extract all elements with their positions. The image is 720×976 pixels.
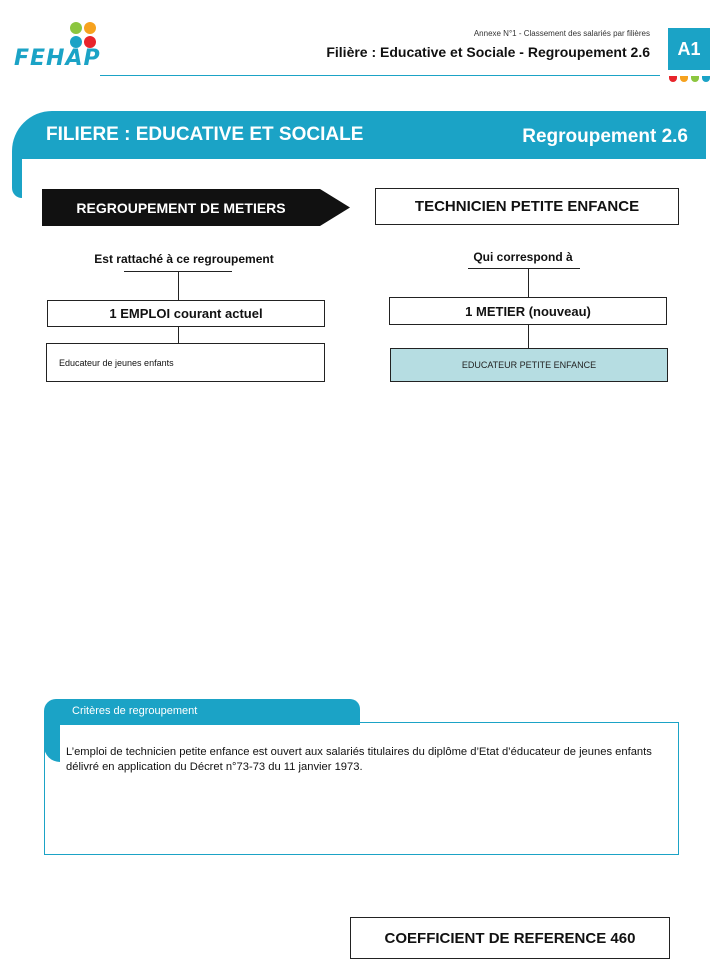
- metier-box: 1 METIER (nouveau): [389, 297, 667, 325]
- correspond-underline: [468, 268, 580, 269]
- annex-label: Annexe N°1 - Classement des salariés par filières: [473, 29, 650, 38]
- connector-line: [178, 272, 179, 300]
- regroupement-heading: REGROUPEMENT DE METIERS: [76, 199, 286, 216]
- green-dot: [691, 76, 699, 82]
- banner-tail: [12, 158, 22, 198]
- header-divider: [100, 75, 660, 76]
- correspond-label: Qui correspond à: [473, 250, 573, 264]
- orange-dot: [680, 76, 688, 82]
- section-badge: A1: [668, 28, 710, 70]
- blue-dot: [702, 76, 710, 82]
- connector-line: [178, 327, 179, 343]
- emploi-box: 1 EMPLOI courant actuel: [47, 300, 325, 327]
- criteria-box: [44, 722, 679, 855]
- logo-wordmark: FEHAP: [14, 46, 101, 71]
- rattache-label: Est rattaché à ce regroupement: [94, 252, 274, 266]
- color-dots: [669, 76, 710, 82]
- criteria-label: Critères de regroupement: [72, 705, 198, 717]
- banner-title: FILIERE : EDUCATIVE ET SOCIALE: [46, 124, 364, 145]
- metier-heading: TECHNICIEN PETITE ENFANCE: [375, 188, 679, 225]
- banner-regroupement: Regroupement 2.6: [522, 126, 688, 147]
- connector-line: [528, 325, 529, 348]
- coefficient-box: COEFFICIENT DE REFERENCE 460: [350, 917, 670, 959]
- header-filiere: Filière : Educative et Sociale - Regroupement 2.6: [326, 44, 650, 60]
- criteria-text: L’emploi de technicien petite enfance est ouvert aux salariés titulaires du diplôme d’Etat d’éducateur de jeunes enfants délivré en application du Décret n°73-73 du 11 janvier 1973.: [66, 746, 652, 773]
- emploi-item: Educateur de jeunes enfants: [46, 343, 325, 382]
- connector-line: [528, 269, 529, 297]
- metier-item: EDUCATEUR PETITE ENFANCE: [390, 348, 668, 382]
- red-dot: [669, 76, 677, 82]
